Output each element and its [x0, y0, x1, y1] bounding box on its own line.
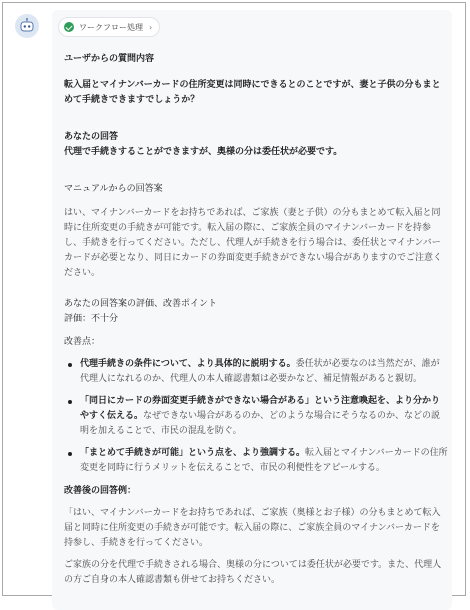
- question-text: 転入届とマイナンバーカードの住所変更は同時にできるとのことですが、妻と子供の分もまとめて手続きできますでしょうか？: [64, 80, 441, 105]
- improved-paragraph-1: 「はい、マイナンバーカードをお持ちであれば、ご家族（奥様とお子様）の分もまとめて転入届と同時に住所変更の手続きが可能です。転入届の際に、ご家族全員のマイナンバーカードを持参し、手続きを行ってください。: [64, 508, 441, 548]
- improvement-points-heading: 改善点：: [64, 337, 101, 347]
- your-answer-text: 代理で手続きすることができますが、奥様の分は委任状が必要です。: [64, 147, 343, 157]
- improvement-point: 「まとめて手続きが可能」という点を、より強調する。転入届とマイナンバーカードの住所変更を同時に行うメリットを伝えることで、市民の利便性をアピールする。: [64, 446, 448, 476]
- improved-paragraph-2: ご家族の分を代理で手続きされる場合、奥様の分については委任状が必要です。また、代理人の方ご自身の本人確認書類も併せてお持ちください。: [64, 560, 442, 585]
- improvement-points-list: [64, 357, 448, 476]
- question-heading: ユーザからの質問内容: [64, 54, 155, 64]
- improved-heading: 改善後の回答例：: [64, 486, 137, 496]
- manual-text: はい、マイナンバーカードをお持ちであれば、ご家族（妻と子供）の分もまとめて転入届と同時に住所変更の手続きが可能です。転入届の際に、ご家族全員のマイナンバーカードを持参し、手続きを行ってください。ただし、代理人が手続きを行う場合は、委任状とマイナンバーカードが必要となり、同日にカードの券面変更手続きができない場合がありますのでご注意ください。: [64, 208, 443, 278]
- evaluation-score: 評価：不十分: [64, 314, 119, 324]
- check-icon: [64, 22, 74, 32]
- evaluation-heading: あなたの回答案の評価、改善ポイント: [64, 299, 218, 309]
- assistant-avatar: [15, 14, 39, 38]
- improvement-point: 「同日にカードの券面変更手続きができない場合がある」という注意喚起を、より分かりやすく伝える。なぜできない場合があるのか、どのような場合にそうなるのか、などの説明を加えることで、市民の混乱を防ぐ。: [64, 394, 448, 439]
- robot-icon: [15, 14, 39, 38]
- improvement-point: 代理手続きの条件について、より具体的に説明する。委任状が必要なのは当然だが、誰が代理人になれるのか、代理人の本人確認書類は必要かなど、補足情報があると親切。: [64, 357, 448, 387]
- your-answer-heading: あなたの回答: [64, 132, 119, 142]
- workflow-chip[interactable]: [58, 17, 160, 37]
- workflow-chip-label: ワークフロー処理: [79, 22, 143, 32]
- chevron-right-icon: ›: [149, 22, 153, 32]
- manual-heading: マニュアルからの回答案: [64, 184, 163, 194]
